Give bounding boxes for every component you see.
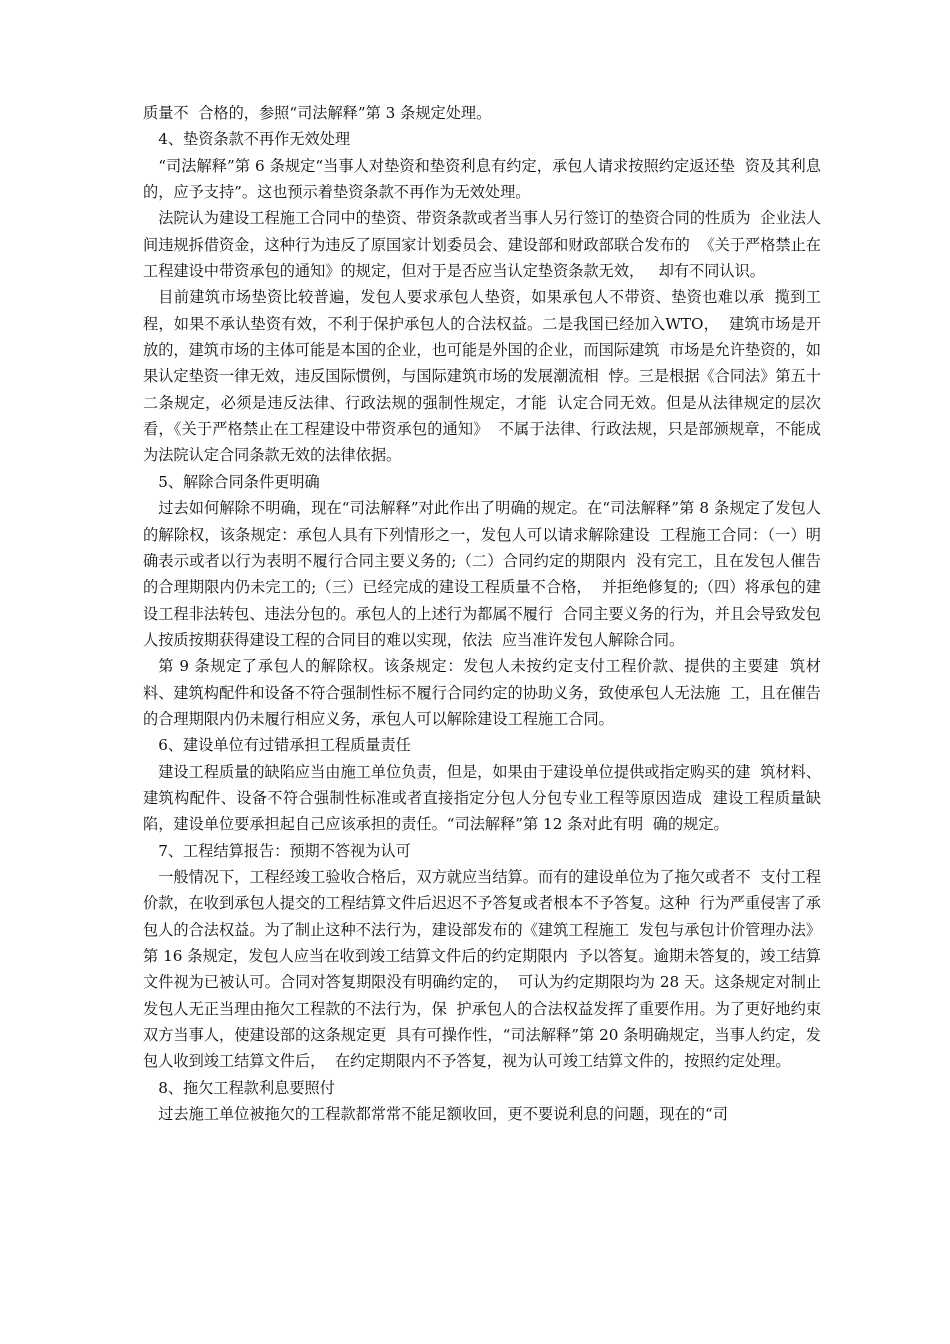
section-heading-7: 7、工程结算报告：预期不答视为认可 [158, 841, 411, 860]
document-page [143, 100, 821, 1127]
paragraph: 目前建筑市场垫资比较普遍，发包人要求承包人垫资，如果承包人不带资、垫资也难以承 揽到工程，如果不承认垫资有效，不利于保护承包人的合法权益。二是我国已经加入WTO， 建筑市场是开放的，建筑市场的主体可能是本国的企业，也可能是外国的企业，而国际建筑 市场是允许垫资的，如果认定垫资一律无效，违反国际惯例，与国际建筑市场的发展潮流相 悖。三是根据《合同法》第五十二条规定，必须是违反法律、行政法规的强制性规定，才能 认定合同无效。但是从法律规定的层次看，《关于严格禁止在工程建设中带资承包的通知》 不属于法律、行政法规，只是部颁规章，不能成为法院认定合同条款无效的法律依据。 [143, 288, 821, 465]
paragraph: 一般情况下，工程经竣工验收合格后，双方就应当结算。而有的建设单位为了拖欠或者不 支付工程价款，在收到承包人提交的工程结算文件后迟迟不予答复或者根本不予答复。这种 行为严重侵害了承包人的合法权益。为了制止这种不法行为，建设部发布的《建筑工程施工 发包与承包计价管理办法》第 16 条规定，发包人应当在收到竣工结算文件后的约定期限内 予以答复。逾期未答复的，竣工结算文件视为已被认可。合同对答复期限没有明确约定的， 可认为约定期限均为 28 天。这条规定对制止发包人无正当理由拖欠工程款的不法行为，保 护承包人的合法权益发挥了重要作用。为了更好地约束双方当事人，使建设部的这条规定更 具有可操作性，“司法解释”第 20 条明确规定，当事人约定，发包人收到竣工结算文件后， 在约定期限内不予答复，视为认可竣工结算文件的，按照约定处理。 [143, 867, 821, 1071]
paragraph: 过去施工单位被拖欠的工程款都常常不能足额收回，更不要说利息的问题，现在的“司 [158, 1105, 728, 1124]
paragraph: 建设工程质量的缺陷应当由施工单位负责，但是，如果由于建设单位提供或指定购买的建 筑材料、建筑构配件、设备不符合强制性标准或者直接指定分包人分包专业工程等原因造成 建设工程质量缺陷，建设单位要承担起自己应该承担的责任。“司法解释”第 12 条对此有明 确的规定。 [143, 762, 821, 834]
section-heading-4: 4、垫资条款不再作无效处理 [158, 130, 351, 149]
paragraph: 法院认为建设工程施工合同中的垫资、带资条款或者当事人另行签订的垫资合同的性质为 企业法人间违规拆借资金，这种行为违反了原国家计划委员会、建设部和财政部联合发布的 《关于严格禁止在工程建设中带资承包的通知》的规定，但对于是否应当认定垫资条款无效， 却有不同认识。 [143, 209, 821, 281]
paragraph: 第 9 条规定了承包人的解除权。该条规定：发包人未按约定支付工程价款、提供的主要建 筑材料、建筑构配件和设备不符合强制性标不履行合同约定的协助义务，致使承包人无法施 工，且在催告的合理期限内仍未履行相应义务，承包人可以解除建设工程施工合同。 [143, 657, 821, 728]
section-heading-6: 6、建设单位有过错承担工程质量责任 [158, 736, 411, 755]
section-heading-5: 5、解除合同条件更明确 [158, 472, 320, 491]
paragraph: 过去如何解除不明确，现在“司法解释”对此作出了明确的规定。在“司法解释”第 8 条规定了发包人的解除权，该条规定：承包人具有下列情形之一，发包人可以请求解除建设 工程施工合同：（一）明确表示或者以行为表明不履行合同主要义务的;（二）合同约定的期限内 没有完工，且在发包人催告的合理期限内仍未完工的;（三）已经完成的建设工程质量不合格， 并拒绝修复的;（四）将承包的建设工程非法转包、违法分包的。承包人的上述行为都属不履行 合同主要义务的行为，并且会导致发包人按质按期获得建设工程的合同目的难以实现，依法 应当准许发包人解除合同。 [143, 499, 821, 649]
section-heading-8: 8、拖欠工程款利息要照付 [158, 1078, 335, 1097]
paragraph: “司法解释”第 6 条规定“当事人对垫资和垫资利息有约定，承包人请求按照约定返还垫 资及其利息的，应予支持”。这也预示着垫资条款不再作为无效处理。 [143, 156, 821, 202]
paragraph-continuation: 质量不 合格的，参照“司法解释”第 3 条规定处理。 [143, 104, 492, 122]
